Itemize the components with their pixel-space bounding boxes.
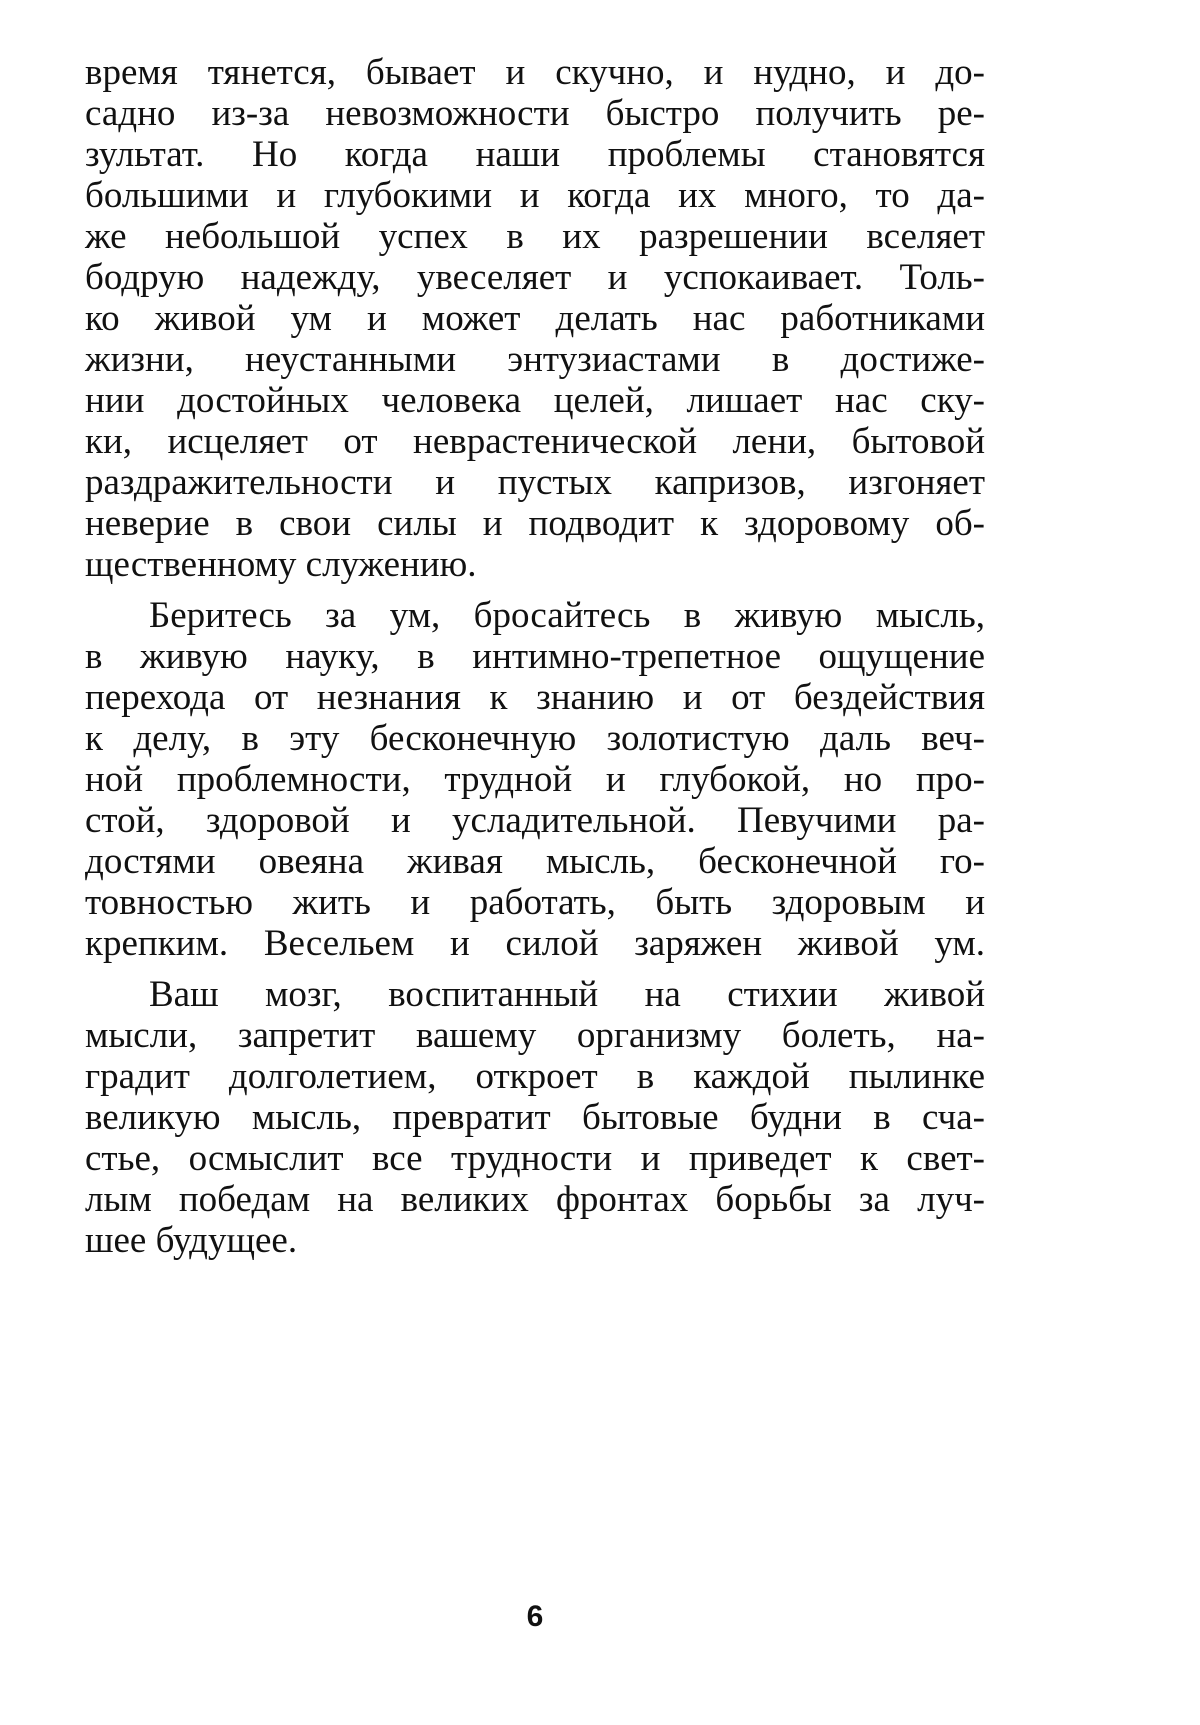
text-line: большими и глубокими и когда их много, то да- <box>85 175 985 216</box>
paragraph-gap <box>85 585 985 595</box>
paragraph-gap <box>85 964 985 974</box>
text-line: мысли, запретит вашему организму болеть, на- <box>85 1015 985 1056</box>
paragraph-3 <box>85 974 985 1261</box>
text-line: же небольшой успех в их разрешении вселяет <box>85 216 985 257</box>
paragraph-2 <box>85 595 985 964</box>
text-line: ной проблемности, трудной и глубокой, но про- <box>85 759 985 800</box>
text-line: стой, здоровой и усладительной. Певучими ра- <box>85 800 985 841</box>
body-text <box>85 52 985 1261</box>
text-line: время тянется, бывает и скучно, и нудно, и до- <box>85 52 985 93</box>
text-line: ко живой ум и может делать нас работниками <box>85 298 985 339</box>
text-line: бодрую надежду, увеселяет и успокаивает. Толь- <box>85 257 985 298</box>
text-line: шее будущее. <box>85 1220 298 1261</box>
text-line: перехода от незнания к знанию и от бездействия <box>85 677 985 718</box>
text-line: лым победам на великих фронтах борьбы за луч- <box>85 1179 985 1220</box>
text-line: ки, исцеляет от неврастенической лени, бытовой <box>85 421 985 462</box>
text-line: стье, осмыслит все трудности и приведет к свет- <box>85 1138 985 1179</box>
text-line: садно из-за невозможности быстро получить ре- <box>85 93 985 134</box>
text-line: крепким. Весельем и силой заряжен живой ум. <box>85 923 985 964</box>
text-line: товностью жить и работать, быть здоровым и <box>85 882 985 923</box>
text-line: к делу, в эту бесконечную золотистую даль веч- <box>85 718 985 759</box>
text-line: Ваш мозг, воспитанный на стихии живой <box>149 974 985 1015</box>
text-line: зультат. Но когда наши проблемы становятся <box>85 134 985 175</box>
text-line: нии достойных человека целей, лишает нас ску- <box>85 380 985 421</box>
text-line: великую мысль, превратит бытовые будни в сча- <box>85 1097 985 1138</box>
text-line: градит долголетием, откроет в каждой пылинке <box>85 1056 985 1097</box>
text-line: в живую науку, в интимно-трепетное ощущение <box>85 636 985 677</box>
text-line: неверие в свои силы и подводит к здоровому об- <box>85 503 985 544</box>
text-line: Беритесь за ум, бросайтесь в живую мысль, <box>149 595 985 636</box>
text-line: достями овеяна живая мысль, бесконечной го- <box>85 841 985 882</box>
page-number: 6 <box>526 1600 544 1633</box>
text-line: щественному служению. <box>85 544 477 585</box>
text-line: жизни, неустанными энтузиастами в достиже- <box>85 339 985 380</box>
text-line: раздражительности и пустых капризов, изгоняет <box>85 462 985 503</box>
paragraph-1 <box>85 52 985 585</box>
